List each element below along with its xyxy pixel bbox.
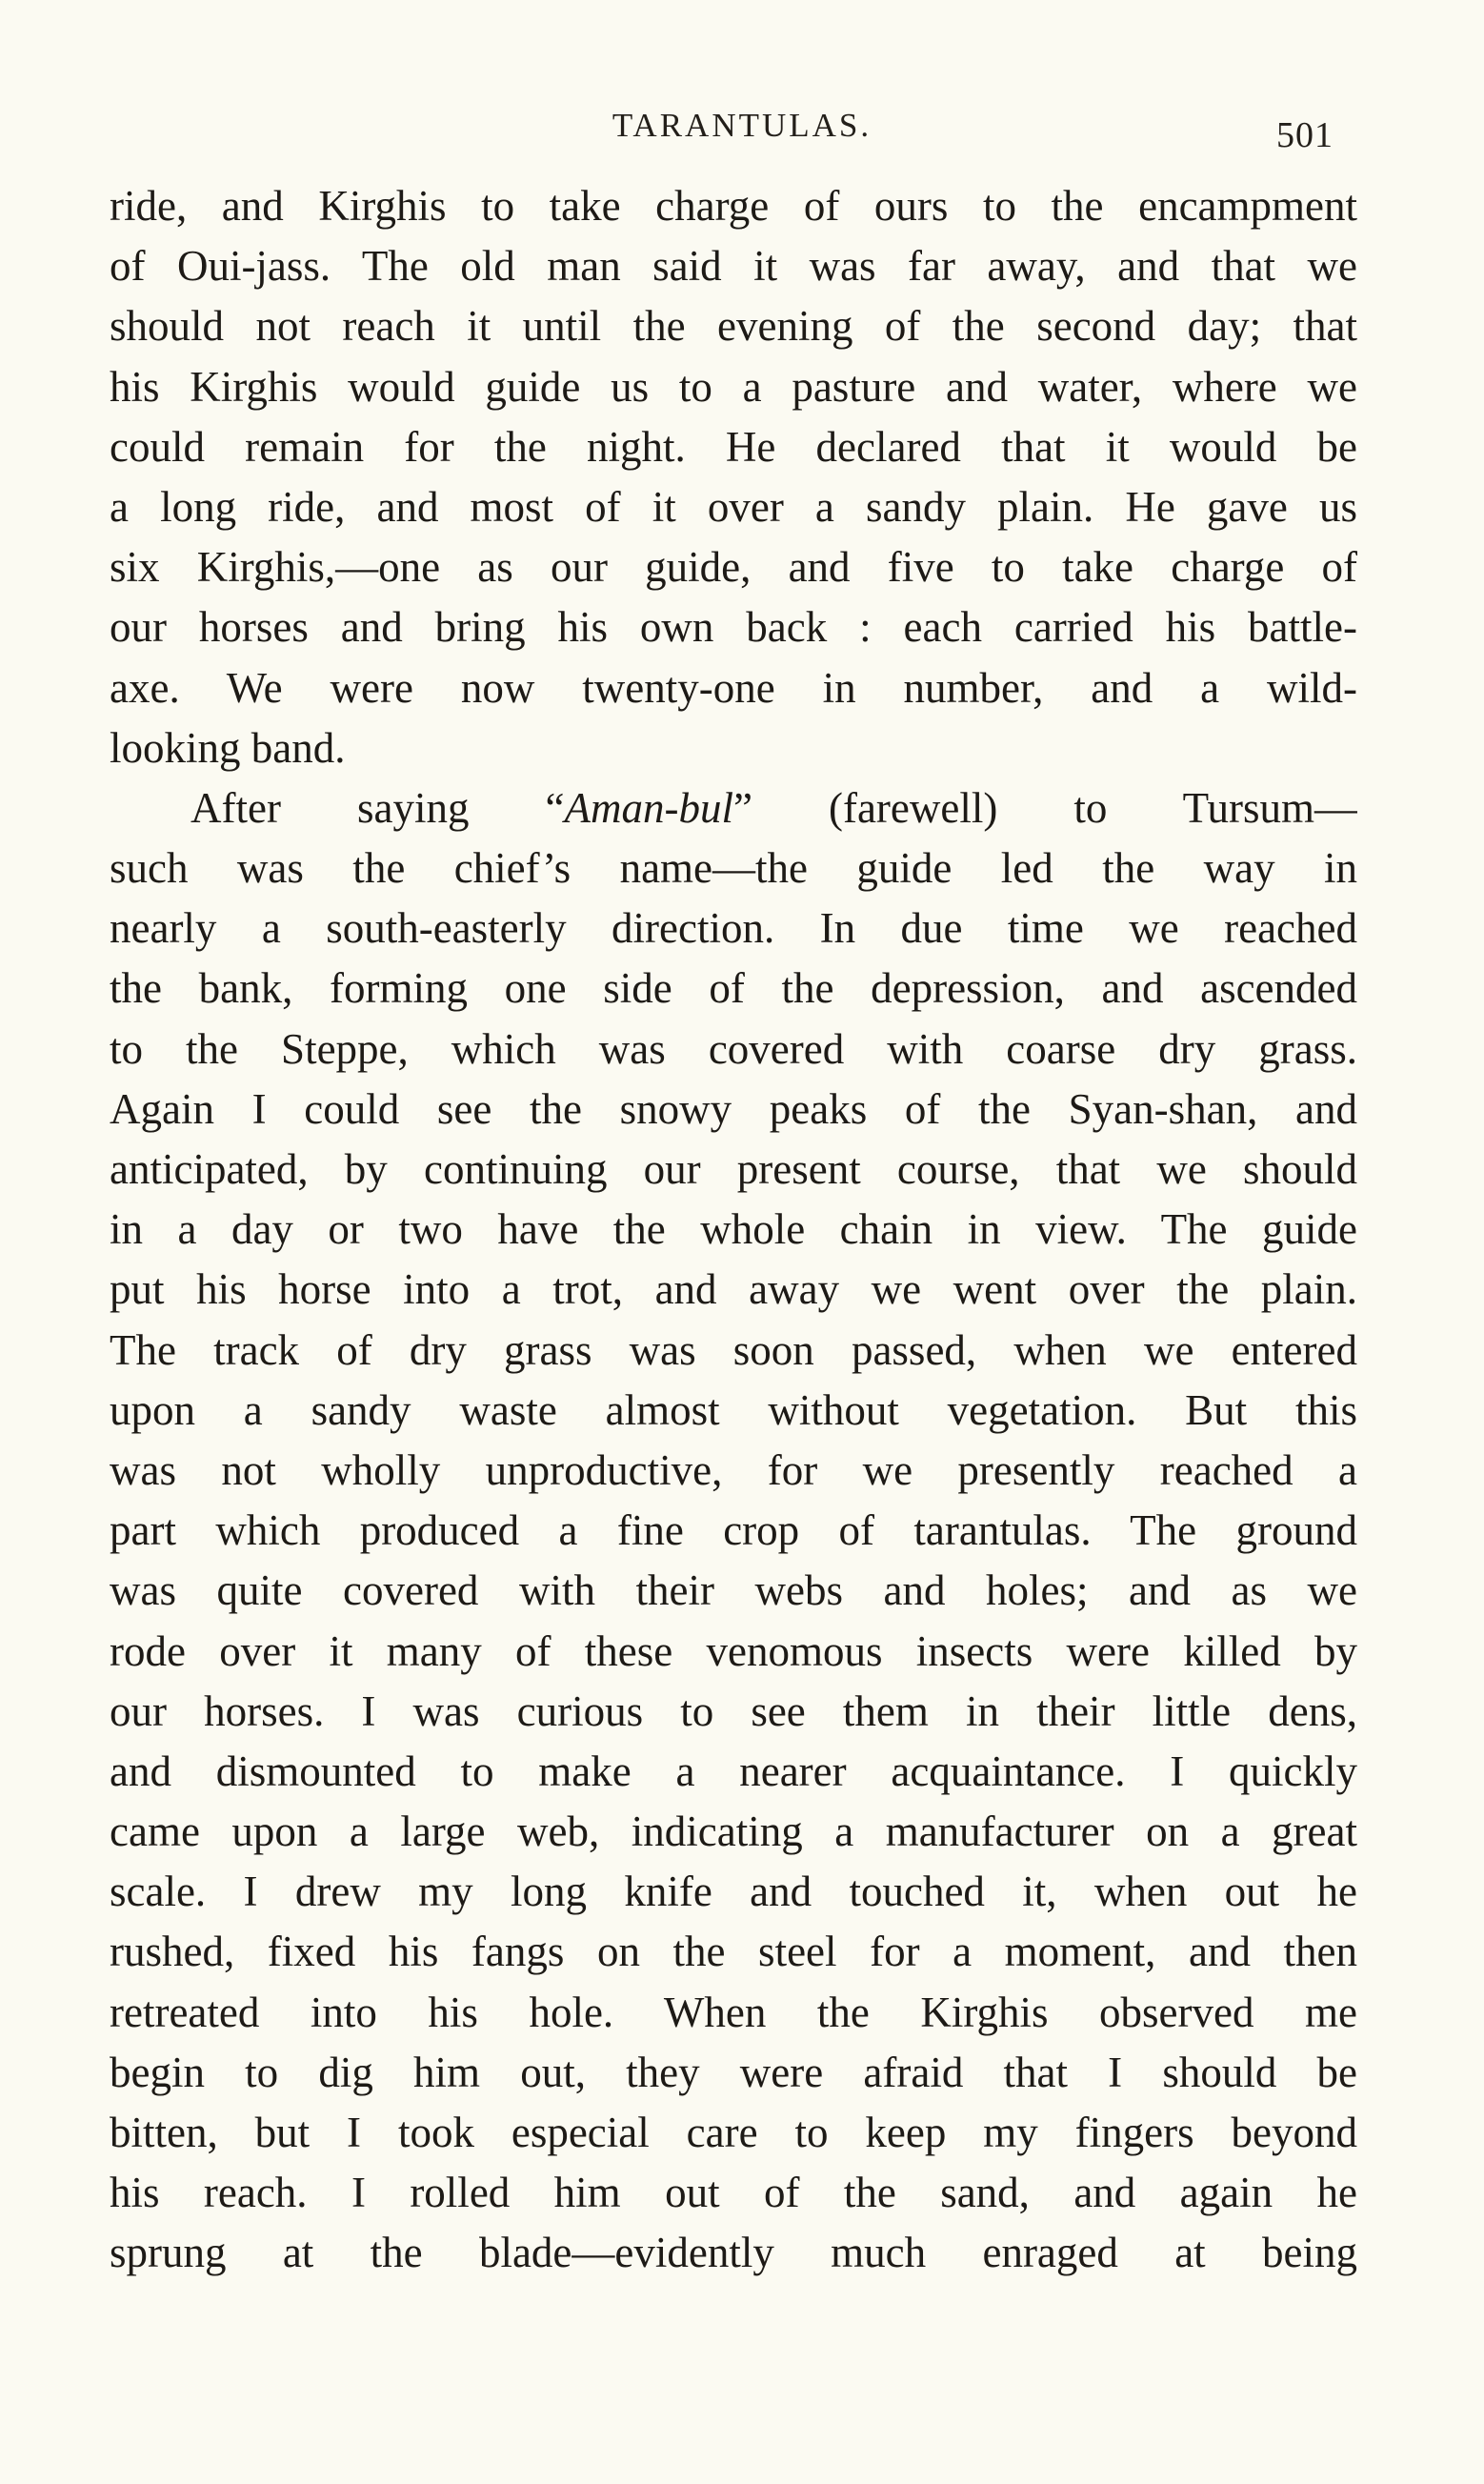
- text-line: and dismounted to make a nearer acquaintance. I quickly: [110, 1747, 1357, 1795]
- text-line: our horses. I was curious to see them in their little dens,: [110, 1686, 1357, 1735]
- text-segment: ” (farewell) to Tursum—: [732, 783, 1357, 832]
- text-line: should not reach it until the evening of the second day; that: [110, 302, 1357, 351]
- text-line: rushed, fixed his fangs on the steel for a moment, and then: [110, 1928, 1357, 1976]
- text-line: put his horse into a trot, and away we went over the plain.: [110, 1265, 1357, 1314]
- text-line: nearly a south-easterly direction. In due time we reached: [110, 904, 1357, 953]
- text-line: bitten, but I took especial care to keep my fingers beyond: [110, 2109, 1357, 2156]
- text-line: his Kirghis would guide us to a pasture and water, where we: [110, 362, 1357, 411]
- text-line-first: [110, 778, 1357, 838]
- text-line: of Oui-jass. The old man said it was far away, and that we: [110, 242, 1357, 291]
- paragraph-1: [110, 176, 1357, 778]
- text-line: could remain for the night. He declared that it would be: [110, 422, 1357, 471]
- text-line: in a day or two have the whole chain in view. The guide: [110, 1205, 1357, 1254]
- text-line: six Kirghis,—one as our guide, and five to take charge of: [110, 543, 1357, 592]
- text-line: his reach. I rolled him out of the sand, and again he: [110, 2169, 1357, 2217]
- text-line: The track of dry grass was soon passed, when we entered: [110, 1325, 1357, 1374]
- text-line: was not wholly unproductive, for we presently reached a: [110, 1445, 1357, 1494]
- text-line: anticipated, by continuing our present course, that we should: [110, 1145, 1357, 1193]
- text-line: part which produced a fine crop of tarantulas. The ground: [110, 1506, 1357, 1555]
- paragraph-2: [110, 778, 1357, 2284]
- text-line: ride, and Kirghis to take charge of ours to the encampment: [110, 182, 1357, 230]
- body-text: [110, 176, 1357, 2284]
- text-line: Again I could see the snowy peaks of the Syan-shan, and: [110, 1084, 1357, 1133]
- text-line: axe. We were now twenty-one in number, and a wild-: [110, 663, 1357, 712]
- text-line: the bank, forming one side of the depression, and ascended: [110, 964, 1357, 1013]
- text-line: rode over it many of these venomous insects were killed by: [110, 1626, 1357, 1675]
- text-line: sprung at the blade—evidently much enraged at being: [110, 2229, 1357, 2277]
- text-line: begin to dig him out, they were afraid that I should be: [110, 2048, 1357, 2096]
- italic-phrase: Aman-bul: [564, 783, 733, 832]
- running-title: TARANTULAS.: [612, 107, 872, 144]
- text-line: looking band.: [110, 723, 346, 772]
- text-line: retreated into his hole. When the Kirghis observed me: [110, 1988, 1357, 2036]
- text-segment: After saying “: [191, 783, 565, 832]
- text-line: was quite covered with their webs and holes; and as we: [110, 1566, 1357, 1615]
- text-line: to the Steppe, which was covered with coarse dry grass.: [110, 1024, 1357, 1073]
- text-line: upon a sandy waste almost without vegetation. But this: [110, 1385, 1357, 1434]
- text-line: a long ride, and most of it over a sandy plain. He gave us: [110, 482, 1357, 531]
- text-line: our horses and bring his own back : each carried his battle-: [110, 603, 1357, 652]
- page-number: 501: [1276, 115, 1334, 155]
- text-line: came upon a large web, indicating a manufacturer on a great: [110, 1807, 1357, 1856]
- text-line: such was the chief’s name—the guide led the way in: [110, 844, 1357, 893]
- text-line: scale. I drew my long knife and touched it, when out he: [110, 1868, 1357, 1916]
